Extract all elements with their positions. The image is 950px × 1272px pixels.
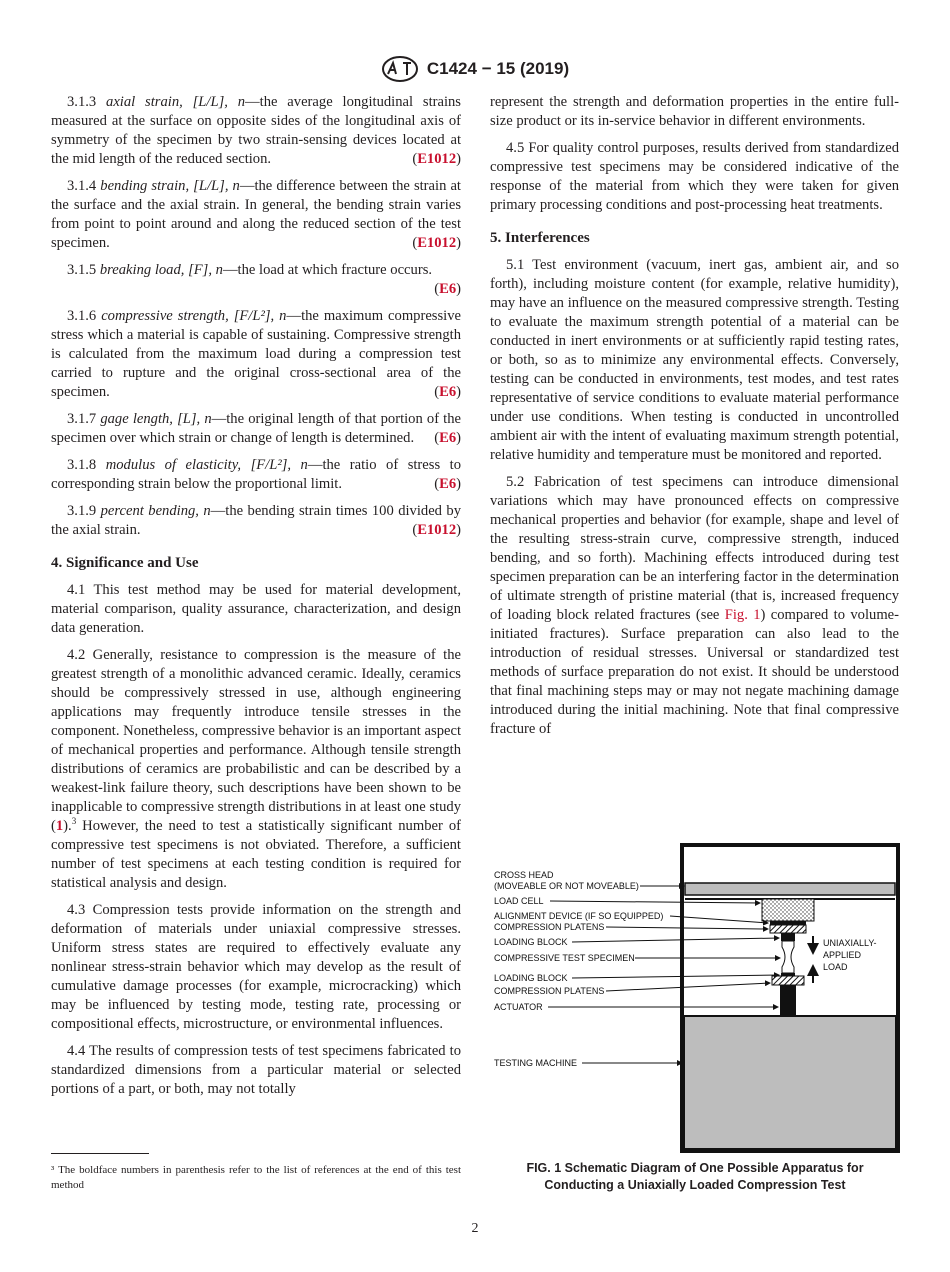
definition-term: percent bending, n	[100, 503, 211, 519]
standard-reference-link[interactable]: (E6)	[434, 430, 461, 446]
definition-term: axial strain, [L/L], n	[106, 94, 246, 110]
standard-reference-link[interactable]: (E1012)	[412, 235, 461, 251]
standard-reference-link[interactable]: (E6)	[434, 281, 461, 297]
figure-1-caption: FIG. 1 Schematic Diagram of One Possible Apparatus for Conducting a Uniaxially Loaded Compression Test	[526, 1161, 864, 1192]
standard-reference-link[interactable]: (E6)	[434, 384, 461, 400]
paragraph-4-5: 4.5 For quality control purposes, results derived from standardized compressive test specimens may be considered indicative of the response of the material from which they were taken for given primary processing conditions and post-processing heat treatments.	[490, 140, 899, 213]
definition-3-1-5: 3.1.5 breaking load, [F], n—the load at which fracture occurs. (E6)	[67, 262, 461, 297]
definition-3-1-4: 3.1.4 bending strain, [L/L], n—the difference between the strain at the surface and the axial strain. In general, the bending strain varies from point to point around and along the reduced section of the test specimen. (E1012)	[51, 178, 461, 251]
figure-1-apparatus-diagram	[490, 843, 900, 1153]
compression-platen-top	[770, 925, 806, 933]
paragraph-4-2: 4.2 Generally, resistance to compression is the measure of the greatest strength of a monolithic advanced ceramic. Ideally, ceramics should be compressively stressed in use, although engineering applications may frequently introduce tensile stresses in the component. Nonetheless, compressive behavior is an important aspect of mechanical properties and performance. Although tensile strength distributions of ceramics are probabilistic and can be described by a weakest-link failure theory, such descriptions have been shown to be inapplicable to compressive strength distributions in at least one study (1).$^3$ However, the need to test a statistically significant number of compressive test specimens is not obviated. Therefore, a sufficient number of test specimens at each testing condition is required for statistical analysis and design.	[51, 647, 461, 891]
definition-3-1-9: 3.1.9 percent bending, n—the bending strain times 100 divided by the axial strain. (E1012)	[51, 503, 461, 538]
load-label-1: UNIAXIALLY-	[823, 938, 877, 948]
label-loading-block-bottom: LOADING BLOCK	[494, 973, 568, 983]
definition-term: gage length, [L], n	[100, 411, 212, 427]
paragraph-5-2: 5.2 Fabrication of test specimens can introduce dimensional variations which may have pronounced effects on compressive mechanical properties and behavior (for example, shape and level of the resulting stress-strain curve, compressive strength, induced bending, and so forth). Machining effects introduced during test specimen preparation can be an interfering factor in the determination of ultimate strength of pristine material (that is, increased frequency of loading block related fractures (see Fig. 1) compared to volume-initiated fractures). Surface preparation can also lead to the introduction of residual stresses. Universal or standardized test methods of surface preparation do not exist. It should be understood that final machining steps may or may not negate machining damage introduced during the initial machining. Note that final compressive fracture of	[490, 474, 900, 737]
definition-3-1-3: 3.1.3 axial strain, [L/L], n—the average longitudinal strains measured at the surface on opposite sides of the longitudinal axis of symmetry of the specimen by two strain-sensing devices located at the mid length of the reduced section. (E1012)	[51, 94, 461, 167]
alignment-device	[770, 921, 806, 925]
page-number: 2	[471, 1221, 479, 1236]
definition-term: bending strain, [L/L], n	[100, 178, 240, 194]
standard-reference-link[interactable]: (E1012)	[412, 151, 461, 167]
figure-1-link[interactable]: Fig. 1	[724, 607, 761, 623]
paragraph-5-1: 5.1 Test environment (vacuum, inert gas, ambient air, and so forth), including moisture content (for example, relative humidity), may have an influence on the measured compressive strength. Testing to evaluate the maximum strength potential of a material can be conducted in inert environments or at sufficiently rapid testing rates, or both, so as to minimize any environmental effects. Conversely, testing can be conducted in environments, test modes, and test rates representative of service conditions to evaluate material performance under use conditions. When testing is conducted in uncontrolled ambient air with the intent of evaluating maximum strength potential, relative humidity and temperature must be monitored and reported.	[490, 257, 899, 463]
standard-reference-link[interactable]: (E1012)	[412, 522, 461, 538]
footnote: ³ The boldface numbers in parenthesis refer to the list of references at the end of this test method	[51, 1164, 461, 1191]
definition-3-1-6: 3.1.6 compressive strength, [F/L²], n—the maximum compressive stress which a material is capable of sustaining. Compressive strength is calculated from the maximum load during a compression test carried to rupture and the original cross-sectional area of the specimen. (E6)	[51, 308, 461, 400]
label-actuator: ACTUATOR	[494, 1002, 543, 1012]
definition-3-1-7: 3.1.7 gage length, [L], n—the original length of that portion of the specimen over which strain or change of length is determined. (E6)	[51, 411, 462, 446]
label-alignment-device: ALIGNMENT DEVICE (IF SO EQUIPPED)	[494, 911, 664, 921]
label-cross-head: CROSS HEAD	[494, 870, 554, 880]
right-column	[490, 93, 899, 747]
load-label-3: LOAD	[823, 962, 848, 972]
reference-link-1[interactable]: 1	[55, 818, 64, 834]
standard-reference-link[interactable]: (E6)	[434, 476, 461, 492]
paragraph-4-4-continued: represent the strength and deformation properties in the entire full-size product or its in-service behavior in different environments.	[490, 94, 899, 129]
section-4-title: 4. Significance and Use	[51, 555, 199, 571]
definition-term: breaking load, [F], n	[99, 262, 223, 278]
label-cross-head-note: (MOVEABLE OR NOT MOVEABLE)	[494, 881, 639, 891]
definition-3-1-8: 3.1.8 modulus of elasticity, [F/L²], n—the ratio of stress to corresponding strain below the proportional limit. (E6)	[51, 457, 461, 492]
astm-logo-icon	[381, 55, 419, 83]
footnote-marker[interactable]: 3	[71, 816, 77, 827]
label-load-cell: LOAD CELL	[494, 896, 544, 906]
definition-term: compressive strength, [F/L²], n	[101, 308, 287, 324]
cross-head	[685, 883, 895, 895]
definitions-list	[51, 93, 461, 540]
label-platens-top: COMPRESSION PLATENS	[494, 922, 605, 932]
testing-machine-base	[684, 1016, 896, 1149]
label-specimen: COMPRESSIVE TEST SPECIMEN	[494, 953, 635, 963]
load-cell	[762, 899, 814, 921]
page-header	[0, 55, 950, 83]
load-label-2: APPLIED	[823, 950, 862, 960]
paragraph-4-1: 4.1 This test method may be used for material development, material comparison, quality assurance, characterization, and design data generation.	[51, 582, 461, 636]
label-loading-block-top: LOADING BLOCK	[494, 937, 568, 947]
paragraph-4-4: 4.4 The results of compression tests of test specimens fabricated to standardized dimensions from a particular material or selected portions of a part, or both, may not totally	[51, 1043, 461, 1097]
left-column	[51, 93, 461, 1107]
actuator	[780, 985, 796, 1016]
label-platens-bottom: COMPRESSION PLATENS	[494, 986, 605, 996]
paragraph-4-3: 4.3 Compression tests provide information on the strength and deformation of materials under uniaxial compressive stresses. Uniform stress states are required to effectively evaluate any nonlinear stress-strain behavior which may develop as the result of cumulative damage processes (for example, microcracking) which may be influenced by testing mode, testing rate, processing or compositional effects, microstructure, or environmental influences.	[51, 902, 461, 1032]
document-designation: C1424 − 15 (2019)	[426, 59, 570, 78]
section-5-title: 5. Interferences	[490, 230, 590, 246]
footnote-divider	[51, 1153, 149, 1154]
label-testing-machine: TESTING MACHINE	[494, 1058, 578, 1068]
loading-block-top	[781, 933, 795, 941]
definition-term: modulus of elasticity, [F/L²], n	[105, 457, 308, 473]
compression-platen-bottom	[772, 976, 804, 985]
